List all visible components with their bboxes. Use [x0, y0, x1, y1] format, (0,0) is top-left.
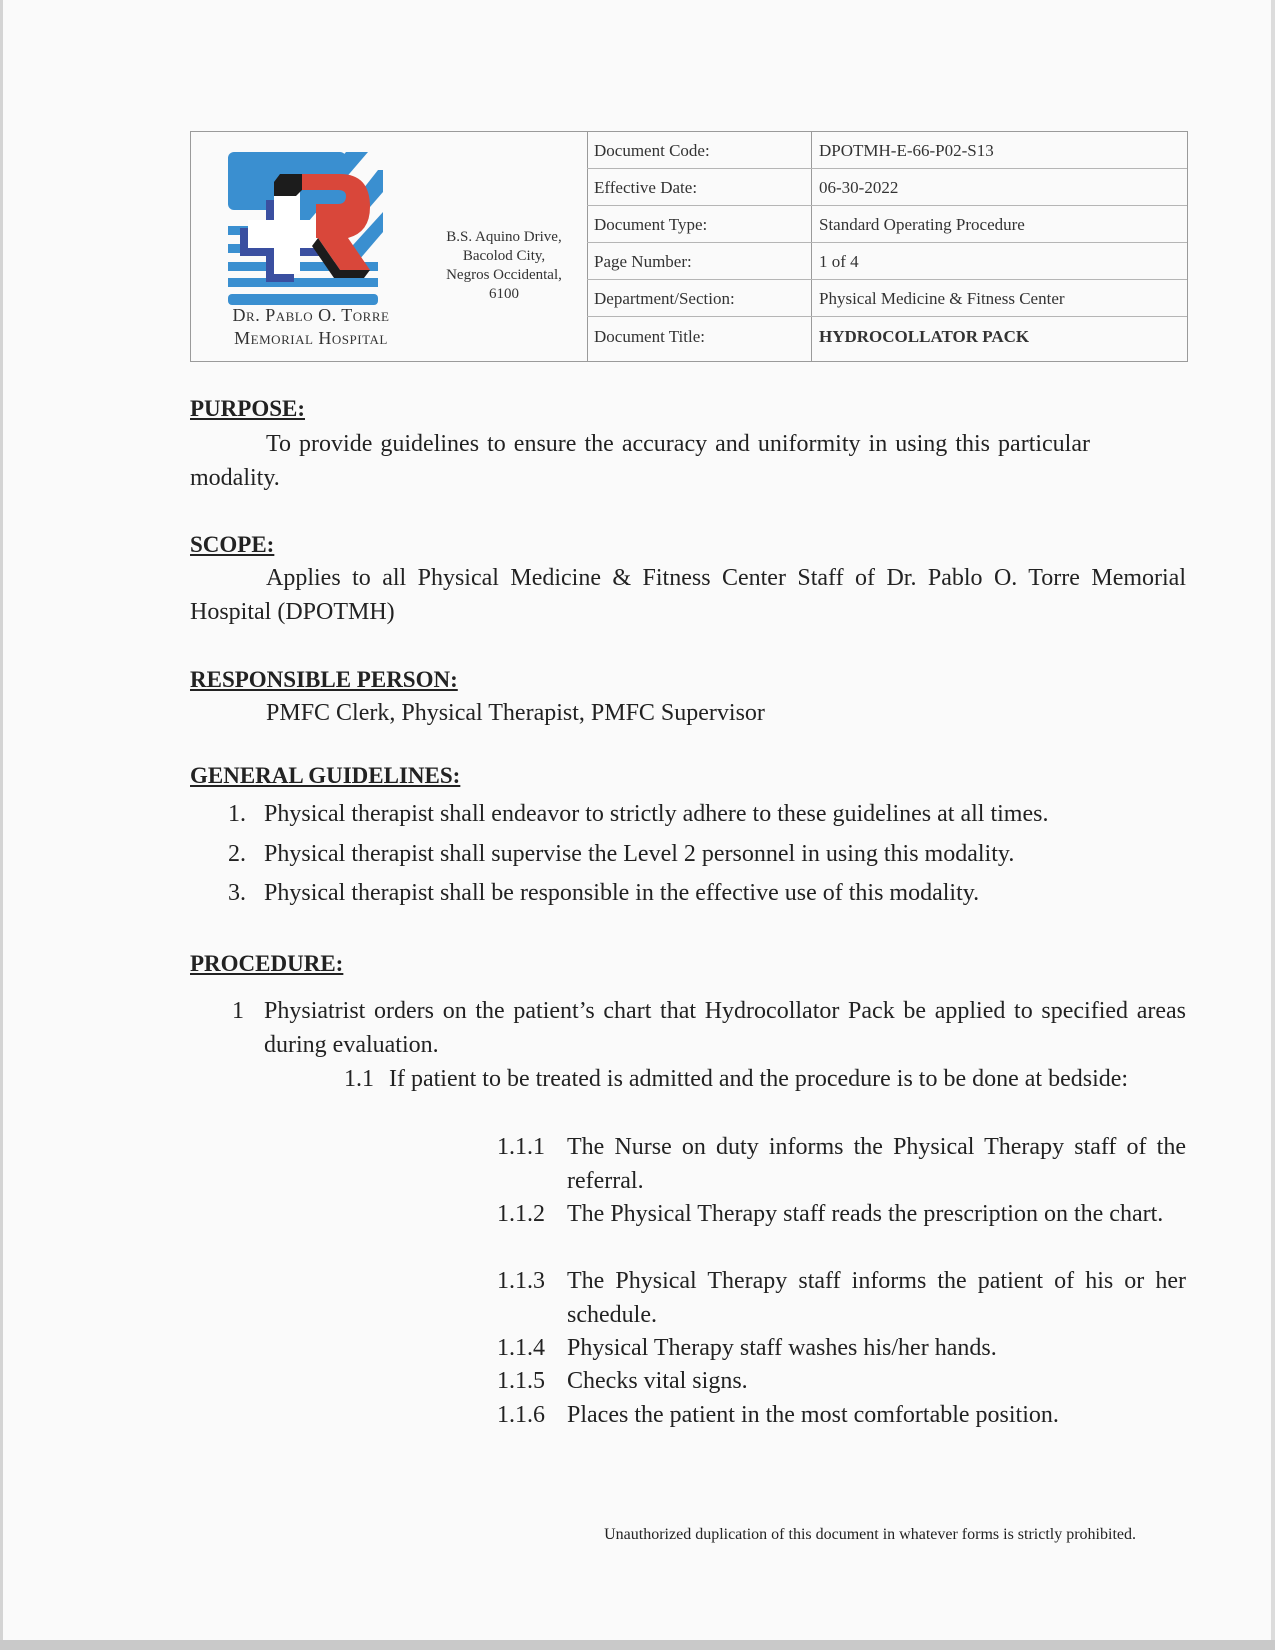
meta-value: 06-30-2022 [819, 178, 899, 197]
address-line: Negros Occidental, [446, 267, 562, 283]
guideline-number: 3. [228, 880, 246, 906]
document-header-table [190, 131, 1188, 362]
guideline-number: 1. [228, 801, 246, 827]
meta-row-effective-date [587, 169, 1187, 206]
substep-text: Physical Therapy staff washes his/her hands. [567, 1335, 997, 1361]
address-line: B.S. Aquino Drive, [446, 229, 562, 245]
guideline-text: Physical therapist shall be responsible in the effective use of this modality. [264, 880, 980, 906]
meta-label: Department/Section: [587, 280, 812, 316]
hospital-address [429, 228, 579, 304]
hospital-logo-icon [228, 152, 383, 307]
scope-text: Applies to all Physical Medicine & Fitness Center Staff of Dr. Pablo O. Torre Memorial Hospital (DPOTMH) [190, 565, 1186, 625]
meta-label: Document Code: [587, 132, 812, 168]
meta-row-page-number [587, 243, 1187, 280]
guideline-text: Physical therapist shall endeavor to strictly adhere to these guidelines at all times. [264, 801, 1049, 827]
substep-number: 1.1.3 [497, 1268, 545, 1294]
scope-heading: SCOPE: [190, 532, 275, 557]
guideline-text: Physical therapist shall supervise the Level 2 personnel in using this modality. [264, 841, 1015, 867]
meta-label: Document Title: [587, 317, 812, 362]
meta-value: DPOTMH-E-66-P02-S13 [819, 141, 994, 160]
substep-text: The Physical Therapy staff reads the prescription on the chart. [567, 1201, 1164, 1227]
address-line: 6100 [489, 286, 519, 302]
step-number: 1.1 [344, 1066, 374, 1092]
hospital-name-line2: Memorial Hospital [234, 328, 388, 348]
meta-value: Standard Operating Procedure [819, 215, 1025, 234]
document-meta [587, 132, 1187, 362]
substep-number: 1.1.1 [497, 1134, 545, 1160]
meta-label: Document Type: [587, 206, 812, 242]
procedure-heading: PROCEDURE: [190, 951, 344, 976]
guidelines-heading: GENERAL GUIDELINES: [190, 763, 461, 788]
meta-row-document-type [587, 206, 1187, 243]
hospital-name [191, 304, 431, 350]
meta-row-document-title [587, 317, 1187, 362]
guideline-number: 2. [228, 841, 246, 867]
responsible-heading: RESPONSIBLE PERSON: [190, 667, 458, 692]
substep-number: 1.1.4 [497, 1335, 545, 1361]
page-edge-bottom [0, 1640, 1275, 1650]
page-edge-right [1271, 0, 1275, 1650]
substep-number: 1.1.2 [497, 1201, 545, 1227]
footer-notice: Unauthorized duplication of this document in whatever forms is strictly prohibited. [604, 1526, 1136, 1543]
meta-label: Effective Date: [587, 169, 812, 205]
page-edge-left [0, 0, 3, 1650]
substep-text: The Nurse on duty informs the Physical Therapy staff of the referral. [567, 1134, 1186, 1194]
hospital-name-line1: Dr. Pablo O. Torre [232, 305, 390, 325]
step-text: Physiatrist orders on the patient’s chart that Hydrocollator Pack be applied to specified areas during evaluation. [264, 998, 1186, 1058]
purpose-heading: PURPOSE: [190, 396, 305, 421]
substep-number: 1.1.6 [497, 1402, 545, 1428]
meta-row-department [587, 280, 1187, 317]
step-number: 1 [232, 998, 244, 1024]
responsible-text: PMFC Clerk, Physical Therapist, PMFC Supervisor [266, 700, 765, 726]
step-text: If patient to be treated is admitted and the procedure is to be done at bedside: [389, 1066, 1129, 1092]
substep-text: Checks vital signs. [567, 1368, 748, 1394]
meta-value: HYDROCOLLATOR PACK [819, 327, 1030, 346]
purpose-text: To provide guidelines to ensure the accuracy and uniformity in using this particular modality. [190, 431, 1090, 491]
substep-number: 1.1.5 [497, 1368, 545, 1394]
meta-value: 1 of 4 [819, 252, 859, 271]
hospital-logo-cell [191, 132, 588, 361]
meta-value: Physical Medicine & Fitness Center [819, 289, 1065, 308]
substep-text: Places the patient in the most comfortable position. [567, 1402, 1059, 1428]
meta-row-document-code [587, 132, 1187, 169]
meta-label: Page Number: [587, 243, 812, 279]
address-line: Bacolod City, [462, 248, 546, 264]
substep-text: The Physical Therapy staff informs the patient of his or her schedule. [567, 1268, 1186, 1328]
